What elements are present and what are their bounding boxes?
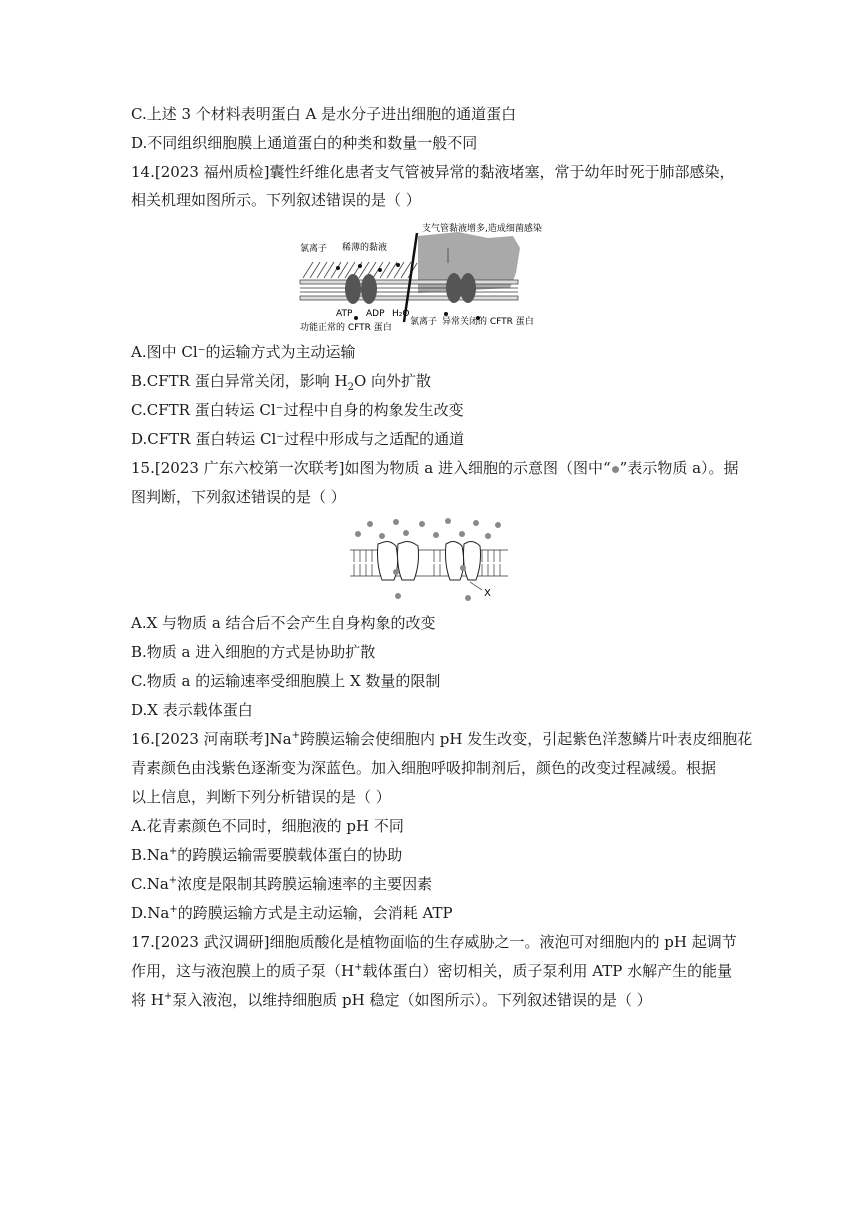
substance-a-inside [395,593,471,601]
q16-stem-line-3: 以上信息，判断下列分析错误的是（ ） [131,788,391,806]
q17-stem-line-3: 将 H+泵入液泡，以维持细胞质 pH 稳定（如图所示）。下列叙述错误的是（ ） [131,991,652,1009]
label-h2o: H₂O [392,309,410,319]
q16-option-d: D.Na+的跨膜运输方式是主动运输，会消耗 ATP [131,904,453,922]
carrier-protein-right [446,542,481,581]
q14-option-d: D.CFTR 蛋白转运 Cl⁻过程中形成与之适配的通道 [131,430,465,448]
label-thick-mucus: 支气管黏液增多,造成细菌感染 [422,224,542,234]
q15-stem-line-2: 图判断，下列叙述错误的是（ ） [131,488,346,506]
q17-stem-line-2: 作用，这与液泡膜上的质子泵（H+载体蛋白）密切相关，质子泵利用 ATP 水解产生的能量 [131,962,733,980]
membrane-bilayer [350,550,508,576]
q16-stem-line-2: 青素颜色由浅紫色逐渐变为深蓝色。加入细胞呼吸抑制剂后，颜色的改变过程减缓。根据 [131,759,717,777]
q13-option-c: C.上述 3 个材料表明蛋白 A 是水分子进出细胞的通道蛋白 [131,105,517,123]
label-thin-mucus: 稀薄的黏液 [342,243,388,253]
label-x: X [484,588,491,599]
q14-option-c: C.CFTR 蛋白转运 Cl⁻过程中自身的构象发生改变 [131,401,464,419]
q16-option-c: C.Na+浓度是限制其跨膜运输速率的主要因素 [131,875,433,893]
q17-stem-line-1: 17.[2023 武汉调研]细胞质酸化是植物面临的生存威胁之一。液泡可对细胞内的 pH 起调节 [131,933,737,951]
q15-option-b: B.物质 a 进入细胞的方式是协助扩散 [131,643,376,661]
label-adp: ADP [366,309,385,319]
label-normal-cftr: 功能正常的 CFTR 蛋白 [300,323,392,333]
label-abnormal-cftr: 异常关闭的 CFTR 蛋白 [442,317,534,327]
substance-a-outside [355,518,501,539]
q15-stem-line-1: 15.[2023 广东六校第一次联考]如图为物质 a 进入细胞的示意图（图中“ ”表示物质 a）。据 [131,459,739,477]
label-chloride-left: 氯离子 [300,244,328,254]
q14-stem-line-2: 相关机理如图所示。下列叙述错误的是（ ） [131,191,421,209]
q15-option-a: A.X 与物质 a 结合后不会产生自身构象的改变 [131,614,436,632]
label-chloride-right: 氯离子 [410,317,438,327]
substance-a-dot-icon [612,466,619,473]
q16-option-b: B.Na+的跨膜运输需要膜载体蛋白的协助 [131,846,403,864]
q15-option-d: D.X 表示载体蛋白 [131,701,253,719]
q14-option-a: A.图中 Cl⁻的运输方式为主动运输 [131,343,356,361]
q13-option-d: D.不同组织细胞膜上通道蛋白的种类和数量一般不同 [131,134,478,152]
q14-option-b: B.CFTR 蛋白异常关闭，影响 $H_2O$ 向外扩散 [131,372,432,393]
q16-stem-line-1: 16.[2023 河南联考]Na+跨膜运输会使细胞内 pH 发生改变，引起紫色洋葱鳞片叶表皮细胞花 [131,730,753,748]
q14-cftr-figure [298,218,542,336]
label-atp: ATP [336,309,353,319]
q16-option-a: A.花青素颜色不同时，细胞液的 pH 不同 [131,817,404,835]
q14-stem-line-1: 14.[2023 福州质检]囊性纤维化患者支气管被异常的黏液堵塞，常于幼年时死于肺部感染， [131,163,735,181]
q15-option-c: C.物质 a 的运输速率受细胞膜上 X 数量的限制 [131,672,441,690]
q15-transport-figure [348,516,510,606]
